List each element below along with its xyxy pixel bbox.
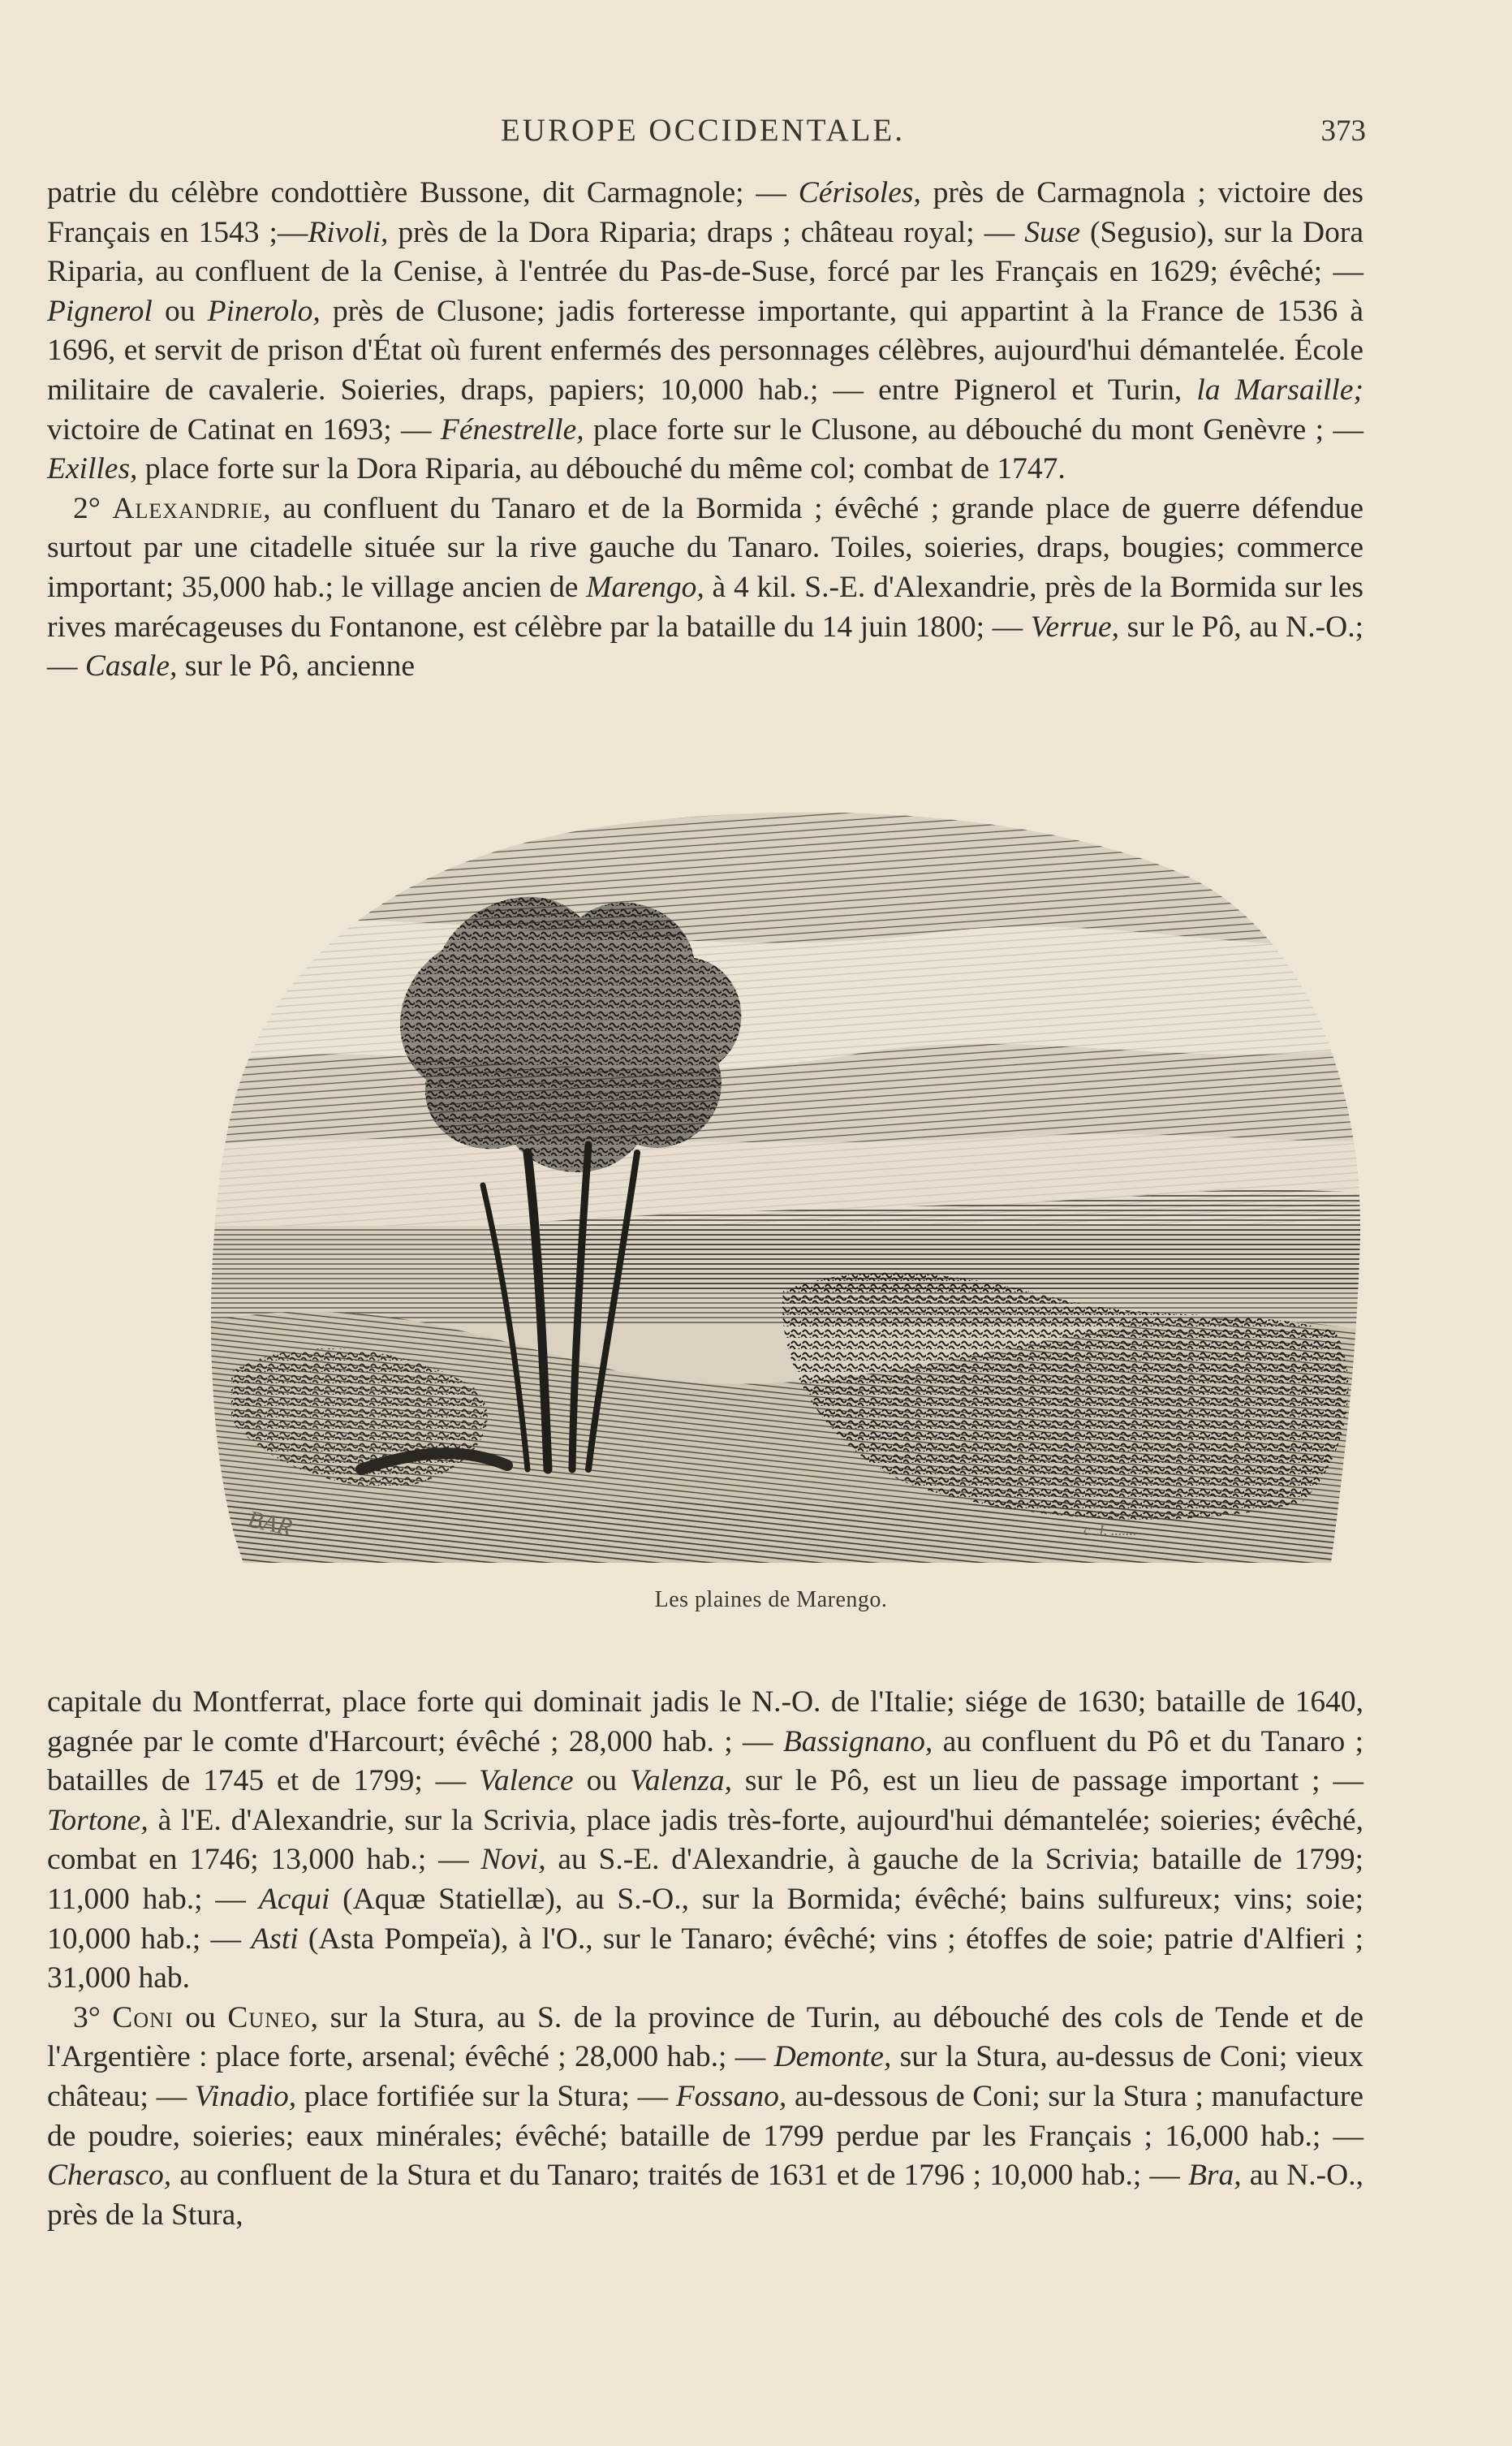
place-name: Valence: [479, 1764, 574, 1798]
text-run: capitale du Montferrat, place forte qui dominait jadis le N.-O. de l'Italie; siége de 1630; bataille de 1640, gagnée par le comte d'Harcourt; évêché ; 28,000 hab. ; —: [47, 1685, 1363, 1758]
text-run: patrie du célèbre condottière Bussone, dit Carmagnole; —: [47, 176, 799, 209]
running-head: EUROPE OCCIDENTALE.: [500, 113, 906, 148]
paragraph: [47, 1999, 1363, 2236]
text-run: sur le Pô, est un lieu de passage important ; —: [732, 1764, 1363, 1798]
place-name: Casale,: [84, 649, 178, 684]
text-run: au S.-E. d'Alexandrie, à gauche de la Scrivia; bataille de 1799; 11,000 hab.; —: [47, 1843, 1363, 1916]
text-run: place fortifiée sur la Stura; —: [296, 2079, 676, 2113]
figure-caption: Les plaines de Marengo.: [654, 1587, 888, 1612]
ground-edge: [199, 1502, 1372, 1563]
place-name: Cherasco,: [47, 2159, 172, 2193]
text-run: ou: [573, 1764, 630, 1798]
place-name: Bra,: [1188, 2159, 1242, 2193]
text-run: place forte sur le Clusone, au débouché du mont Genèvre ; —: [584, 412, 1363, 446]
text-run: au N.-O., près de la Stura,: [47, 2159, 1363, 2232]
text-run: près de la Dora Riparia; draps ; château royal; —: [388, 215, 1025, 249]
text-run: au confluent du Pô et du Tanaro ; batailles de 1745 et de 1799; —: [47, 1724, 1363, 1798]
paragraph: [47, 490, 1363, 687]
text-run: ou: [152, 294, 208, 328]
engraver-signature-right: c. J. .......: [1083, 1522, 1137, 1538]
place-name: Fossano,: [675, 2079, 787, 2113]
page-number: 373: [1320, 114, 1366, 148]
text-run: (Segusio), sur la Dora Riparia, au confluent de la Cenise, à l'entrée du Pas-de-Suse, forcé par les Français en 1629; évêché; —: [47, 215, 1363, 289]
province-name: Cuneo: [227, 2000, 311, 2034]
text-run: sur le Pô, ancienne: [177, 649, 416, 684]
place-name: la Marsaille;: [1196, 373, 1363, 407]
text-run: (Asta Pompeïa), à l'O., sur le Tanaro; évêché; vins ; étoffes de soie; patrie d'Alfieri ; 31,000 hab.: [47, 1922, 1363, 1995]
text-before-figure: [47, 174, 1363, 687]
paragraph: [47, 174, 1363, 490]
text-run: place forte sur la Dora Riparia, au débouché du même col; combat de 1747.: [137, 452, 1066, 486]
text-run: 3°: [73, 2000, 113, 2034]
place-name: Marengo,: [586, 570, 704, 604]
text-run: 2°: [73, 491, 113, 525]
text-run: victoire de Catinat en 1693; —: [47, 412, 441, 446]
place-name: Cérisoles,: [798, 176, 921, 209]
text-run: (Aquæ Statiellæ), au S.-O., sur la Bormida; évêché; bains sulfureux; vins; soie; 10,000 hab.; —: [47, 1882, 1363, 1956]
engraving-illustration: [199, 804, 1372, 1563]
text-run: sur la Stura, au-dessus de Coni; vieux château; —: [47, 2040, 1363, 2113]
place-name: Rivoli,: [308, 215, 389, 249]
place-name: Asti: [251, 1922, 299, 1956]
text-run: , sur la Stura, au S. de la province de Turin, au débouché des cols de Tende et de l'Argentière : place forte, arsenal; évêché ; 28,000 hab.; —: [47, 2000, 1364, 2074]
place-name: Verrue,: [1030, 610, 1120, 644]
text-run: près de Clusone; jadis forteresse importante, qui appartint à la France de 1536 à 1696, et servit de prison d'État où furent enfermés des personnages célèbres, aujourd'hui démantelée. École militaire de cavalerie. Soieries, draps, papiers; 10,000 hab.; — entre Pignerol et Turin,: [47, 294, 1363, 407]
text-run: sur le Pô, au N.-O.; —: [47, 610, 1363, 684]
province-name: Coni: [112, 2000, 174, 2034]
place-name: Valenza,: [629, 1764, 733, 1798]
engraving-figure: [199, 804, 1372, 1563]
engraver-signature-left: BAR: [245, 1505, 295, 1542]
text-run: près de Carmagnola ; victoire des Français en 1543 ;—: [47, 176, 1363, 249]
text-run: à l'E. d'Alexandrie, sur la Scrivia, place jadis très-forte, aujourd'hui démantelée; soieries; évêché, combat en 1746; 13,000 hab.; —: [47, 1803, 1363, 1877]
place-name: Tortone,: [47, 1803, 149, 1837]
place-name: Suse: [1024, 215, 1080, 249]
paragraph: [47, 1683, 1363, 1999]
province-name: Alexandrie: [112, 491, 264, 525]
text-run: , au confluent du Tanaro et de la Bormida ; évêché ; grande place de guerre défendue surtout par une citadelle située sur la rive gauche du Tanaro. Toiles, soieries, draps, bougies; commerce important; 35,000 hab.; le village ancien de: [47, 491, 1363, 604]
text-run: au-dessous de Coni; sur la Stura ; manufacture de poudre, soieries; eaux minérales; évêché; bataille de 1799 perdue par les Français ; 16,000 hab.; —: [47, 2079, 1363, 2153]
place-name: Bassignano,: [782, 1724, 933, 1758]
place-name: Pignerol: [47, 294, 153, 328]
engraving-scene: [199, 804, 1372, 1563]
place-name: Novi,: [480, 1843, 546, 1877]
place-name: Exilles,: [47, 452, 138, 486]
place-name: Demonte,: [773, 2040, 892, 2074]
text-after-figure: [47, 1683, 1363, 2235]
place-name: Vinadio,: [194, 2079, 297, 2113]
text-run: à 4 kil. S.-E. d'Alexandrie, près de la Bormida sur les rives marécageuses du Fontanone, est célèbre par la bataille du 14 juin 1800; —: [47, 570, 1363, 644]
place-name: Pinerolo,: [207, 294, 321, 328]
text-run: ou: [173, 2000, 228, 2034]
place-name: Fénestrelle,: [440, 412, 584, 446]
text-run: au confluent de la Stura et du Tanaro; traités de 1631 et de 1796 ; 10,000 hab.; —: [171, 2159, 1188, 2193]
place-name: Acqui: [258, 1882, 330, 1916]
